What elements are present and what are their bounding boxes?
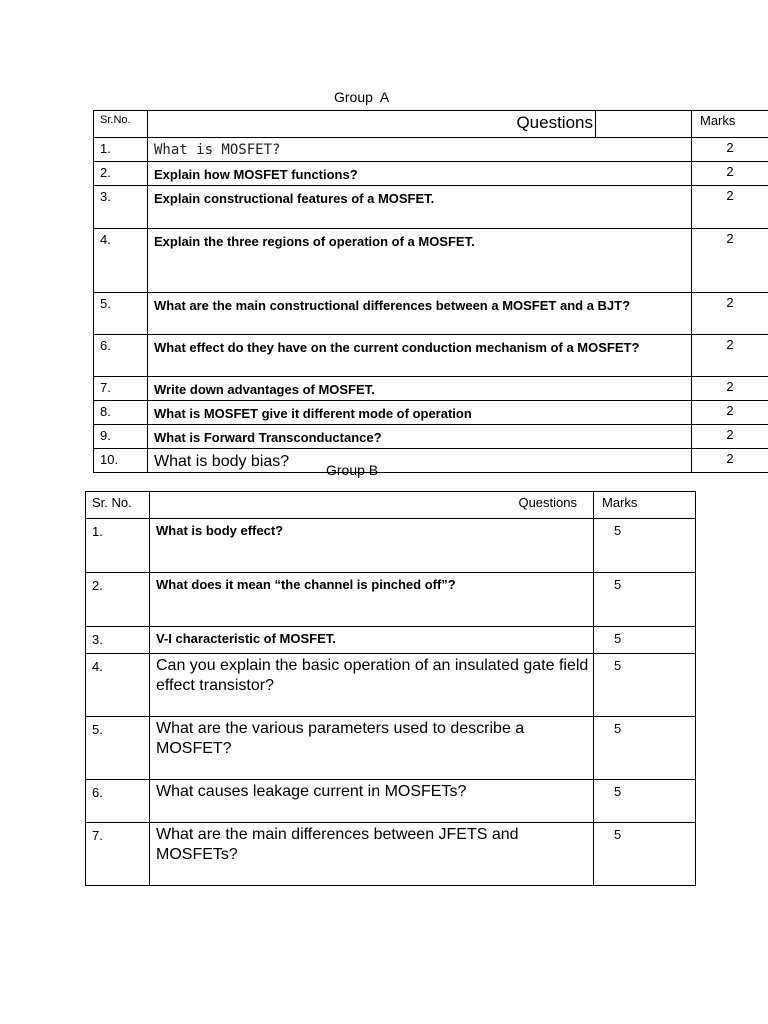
row-sr: 8. [94,401,148,425]
group-a-title: Group A [334,89,390,105]
row-question: What are the main differences between JFETS and MOSFETs? [150,823,594,886]
row-question: What does it mean “the channel is pinched off”? [150,573,594,627]
row-marks: 5 [594,717,696,780]
row-question: Can you explain the basic operation of an insulated gate field effect transistor? [150,654,594,717]
row-marks: 5 [594,823,696,886]
row-marks: 2 [692,377,768,401]
row-question: Explain the three regions of operation of a MOSFET. [148,229,692,293]
header-marks: Marks [594,492,696,519]
table-row [94,293,768,335]
row-sr: 7. [94,377,148,401]
row-marks: 2 [692,293,768,335]
header-questions: Questions [148,111,596,138]
header-sr: Sr. No. [86,492,150,519]
row-question: Write down advantages of MOSFET. [148,377,692,401]
row-sr: 9. [94,425,148,449]
row-marks: 2 [692,449,768,473]
table-header-row [86,492,696,519]
header-sr: Sr.No. [94,111,148,138]
table-row [94,186,768,229]
group-a-table [93,110,768,473]
row-sr: 1. [86,519,150,573]
row-marks: 2 [692,186,768,229]
row-question: What is MOSFET give it different mode of operation [148,401,692,425]
row-sr: 5. [86,717,150,780]
row-marks: 2 [692,229,768,293]
row-question: What is body bias? [148,449,692,473]
row-marks: 5 [594,654,696,717]
row-question: What effect do they have on the current conduction mechanism of a MOSFET? [148,335,692,377]
table-row [86,519,696,573]
row-marks: 5 [594,780,696,823]
row-sr: 1. [94,138,148,162]
row-sr: 2. [86,573,150,627]
row-question: V-I characteristic of MOSFET. [150,627,594,654]
row-question: What are the various parameters used to describe a MOSFET? [150,717,594,780]
row-marks: 5 [594,519,696,573]
table-row [86,717,696,780]
table-row [94,138,768,162]
table-row [94,377,768,401]
row-sr: 6. [86,780,150,823]
row-question: What is body effect? [150,519,594,573]
row-sr: 4. [94,229,148,293]
table-row [94,401,768,425]
table-row [94,162,768,186]
table-row [94,335,768,377]
table-row [86,573,696,627]
row-sr: 10. [94,449,148,473]
row-question: What is Forward Transconductance? [148,425,692,449]
table-row [86,780,696,823]
table-row [86,627,696,654]
table-row [94,449,768,473]
row-marks: 2 [692,138,768,162]
row-sr: 5. [94,293,148,335]
row-marks: 5 [594,627,696,654]
header-questions: Questions [150,492,594,519]
row-sr: 4. [86,654,150,717]
header-marks: Marks [692,111,768,138]
table-header-row [94,111,768,138]
row-sr: 3. [86,627,150,654]
row-sr: 2. [94,162,148,186]
row-marks: 5 [594,573,696,627]
row-question: What causes leakage current in MOSFETs? [150,780,594,823]
group-b-title: Group B [326,462,379,478]
row-question: What is MOSFET? [148,138,692,162]
row-question: Explain how MOSFET functions? [148,162,692,186]
group-b-table [85,491,696,886]
row-marks: 2 [692,425,768,449]
table-row [86,823,696,886]
row-marks: 2 [692,401,768,425]
table-row [86,654,696,717]
row-sr: 3. [94,186,148,229]
table-row [94,229,768,293]
row-sr: 7. [86,823,150,886]
row-marks: 2 [692,162,768,186]
row-marks: 2 [692,335,768,377]
header-empty-cell [596,111,692,138]
row-question: What are the main constructional differences between a MOSFET and a BJT? [148,293,692,335]
row-sr: 6. [94,335,148,377]
row-question: Explain constructional features of a MOSFET. [148,186,692,229]
table-row [94,425,768,449]
